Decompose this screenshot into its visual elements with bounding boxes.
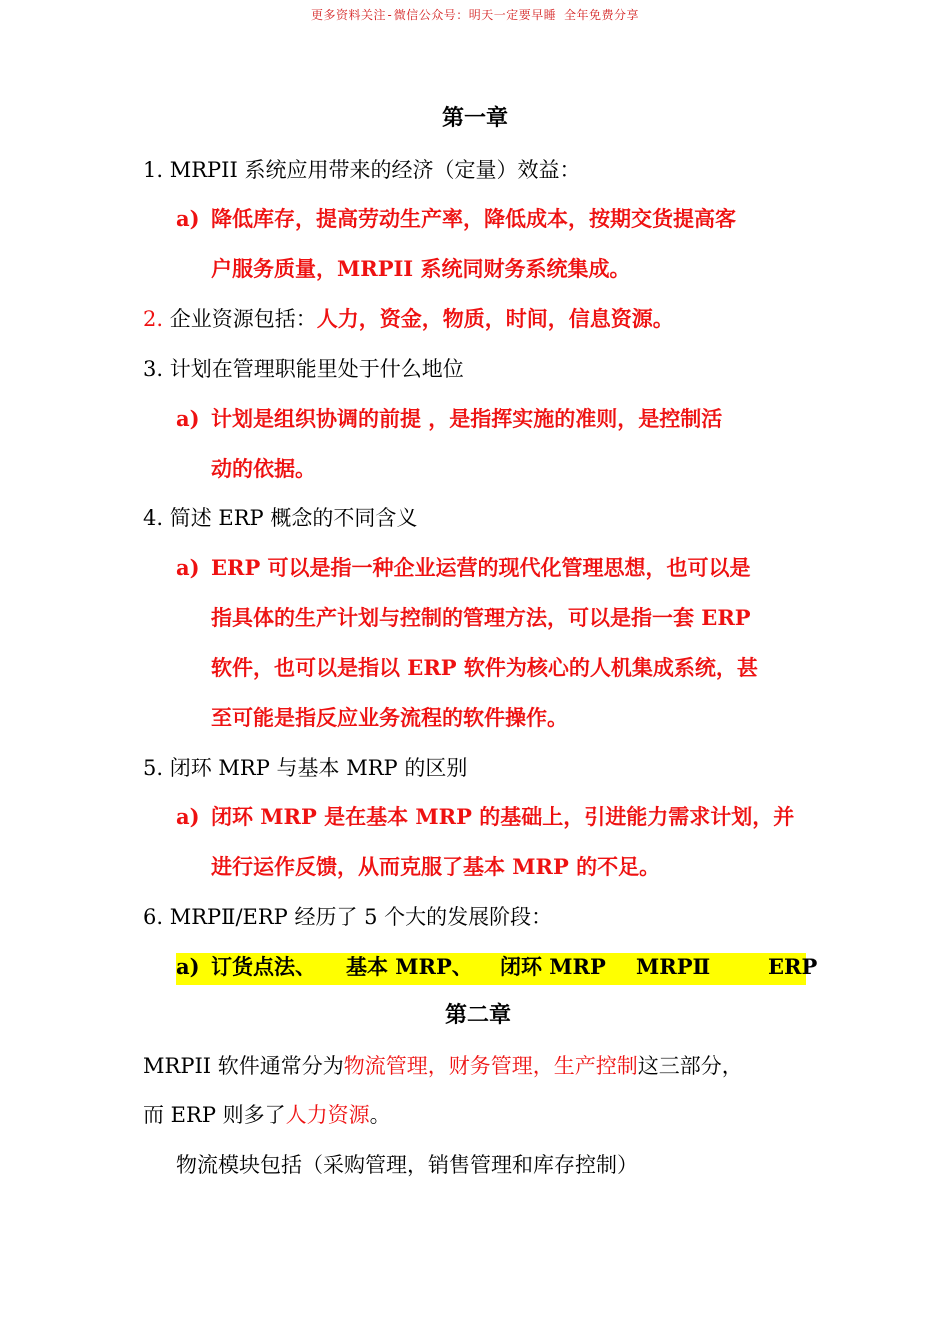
chapter-2-title: 第二章	[445, 1002, 512, 1028]
answer-4-marker: a)	[176, 555, 200, 580]
answer-3-marker: a)	[176, 406, 200, 431]
answer-3-line-1: 计划是组织协调的前提 ，是指挥实施的准则，是控制活	[211, 406, 723, 431]
question-6-text: MRPⅡ/ERP 经历了 5 个大的发展阶段：	[169, 905, 553, 929]
answer-1-line-2: 户服务质量，MRPII 系统同财务系统集成。	[211, 256, 631, 281]
question-5-number: 5.	[143, 756, 164, 780]
question-6	[143, 902, 552, 932]
answer-3-line-2: 动的依据。	[211, 456, 316, 481]
header-note: 更多资料关注-微信公众号：明天一定要早睡 全年免费分享	[311, 8, 639, 22]
chapter-2-paragraph-1	[143, 1051, 743, 1081]
question-5-text: 闭环 MRP 与基本 MRP 的区别	[169, 756, 468, 780]
answer-5-line-2: 进行运作反馈，从而克服了基本 MRP 的不足。	[211, 854, 661, 879]
answer-4-line-4: 至可能是指反应业务流程的软件操作。	[211, 705, 568, 730]
question-4	[143, 503, 417, 533]
question-1-text: MRPII 系统应用带来的经济（定量）效益：	[169, 158, 581, 182]
p2-text-b: 人力资源	[285, 1103, 370, 1127]
stage-3: 闭环 MRP	[500, 954, 606, 979]
p1-text-c: 这三部分，	[637, 1054, 743, 1078]
chapter-2-paragraph-2	[143, 1100, 391, 1130]
answer-5-marker: a)	[176, 804, 200, 829]
question-5	[143, 753, 467, 783]
p1-text-b: 物流管理，财务管理，生产控制	[343, 1054, 638, 1078]
question-3	[143, 354, 464, 384]
stage-1: 订货点法、	[211, 954, 316, 979]
chapter-1-title: 第一章	[441, 105, 508, 131]
question-4-text: 简述 ERP 概念的不同含义	[169, 506, 418, 530]
question-2-number: 2.	[143, 307, 164, 331]
stage-5: ERP	[768, 954, 818, 979]
question-1	[143, 155, 580, 185]
chapter-2-paragraph-3: 物流模块包括（采购管理，销售管理和库存控制）	[176, 1153, 638, 1177]
question-3-number: 3.	[143, 357, 164, 381]
answer-2-inline: 人力，资金，物质，时间，信息资源。	[316, 306, 674, 331]
stage-4: MRPⅡ	[636, 954, 711, 979]
question-6-number: 6.	[143, 905, 164, 929]
question-2-text: 企业资源包括：	[169, 307, 317, 331]
question-1-number: 1.	[143, 158, 164, 182]
answer-4-line-3: 软件，也可以是指以 ERP 软件为核心的人机集成系统，甚	[211, 655, 758, 680]
answer-4-line-2: 指具体的生产计划与控制的管理方法，可以是指一套 ERP	[211, 605, 751, 630]
question-2	[143, 304, 674, 334]
answer-5-line-1: 闭环 MRP 是在基本 MRP 的基础上，引进能力需求计划，并	[211, 804, 795, 829]
answer-6-marker: a)	[176, 954, 200, 979]
answer-1-marker: a)	[176, 206, 200, 231]
p2-text-a: 而 ERP 则多了	[143, 1103, 286, 1127]
p2-text-c: 。	[369, 1103, 391, 1127]
question-3-text: 计划在管理职能里处于什么地位	[169, 357, 464, 381]
answer-4-line-1: ERP 可以是指一种企业运营的现代化管理思想，也可以是	[211, 555, 751, 580]
stage-2: 基本 MRP、	[346, 954, 473, 979]
question-4-number: 4.	[143, 506, 164, 530]
p1-text-a: MRPII 软件通常分为	[143, 1054, 344, 1078]
answer-1-line-1: 降低库存，提高劳动生产率，降低成本，按期交货提高客	[211, 206, 736, 231]
